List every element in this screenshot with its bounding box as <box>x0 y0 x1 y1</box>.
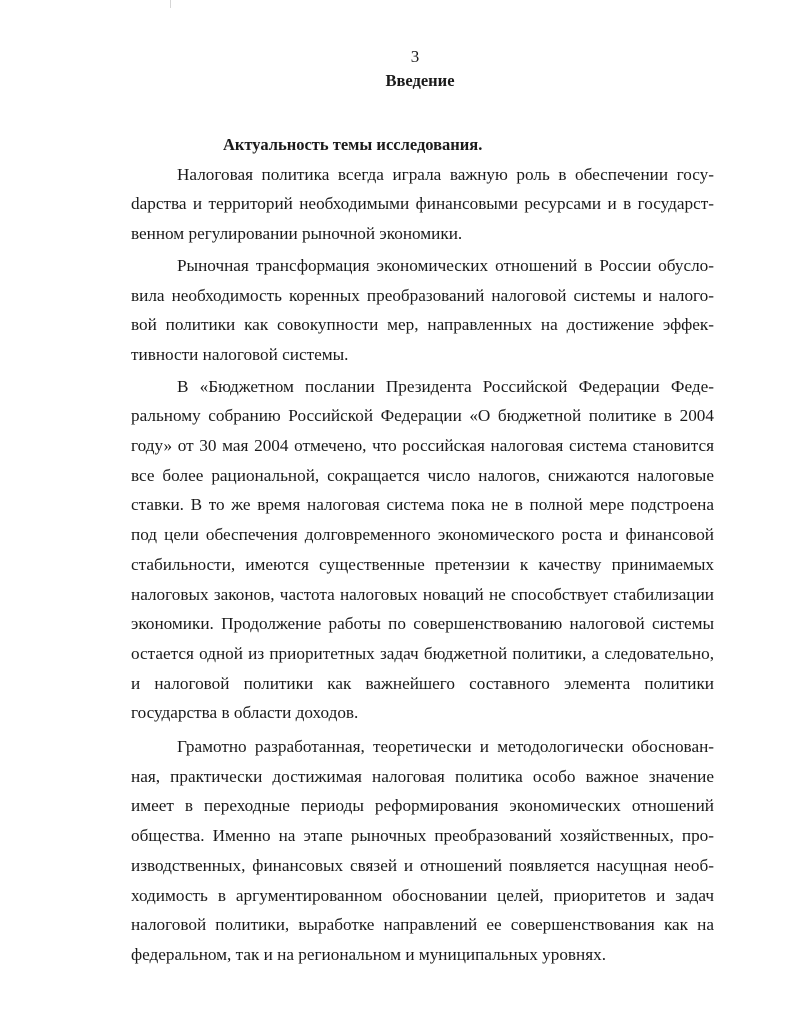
page-title: Введение <box>385 71 455 90</box>
paragraph-2: Рыночная трансформация экономических отношений в России обусловила необходимость коренных преобразований налоговой системы и налоговой политики как совокупности мер, направленных на достижение эффективности налоговой системы. <box>131 255 714 364</box>
document-body <box>131 130 714 970</box>
page-number: 3 <box>410 47 420 66</box>
scan-artifact <box>170 0 171 8</box>
paragraph-3: В «Бюджетном послании Президента Российской Федерации Федеральному собранию Российской Федерации «О бюджетной политике в 2004 году» от 30 мая 2004 отмечено, что российская налоговая система становится все более рациональной, сокращается число налогов, снижаются налоговые ставки. В то же время налоговая система пока не в полной мере подстроена под цели обеспечения долговременного экономического роста и финансовой стабильности, имеются существенные претензии к качеству принимаемых налоговых законов, частота налоговых новаций не способствует стабилизации экономики. Продолжение работы по совершенствованию налоговой системы остается одной из приоритетных задач бюджетной политики, а следовательно, и налоговой политики как важнейшего составного элемента политики государства в области доходов. <box>131 376 714 723</box>
paragraph-4: Грамотно разработанная, теоретически и методологически обоснованная, практически достижимая налоговая политика особо важное значение имеет в переходные периоды реформирования экономических отношений общества. Именно на этапе рыночных преобразований хозяйственных, производственных, финансовых связей и отношений появляется насущная необходимость в аргументированном обосновании целей, приоритетов и задач налоговой политики, выработке направлений ее совершенствования как на федеральном, так и на региональном и муниципальных уровнях. <box>131 737 714 964</box>
section-heading: Актуальность темы исследования. <box>223 135 483 154</box>
paragraph-1: Налоговая политика всегда играла важную роль в обеспечении госуdарства и территорий необходимыми финансовыми ресурсами и в государственном регулировании рыночной экономики. <box>131 164 714 244</box>
